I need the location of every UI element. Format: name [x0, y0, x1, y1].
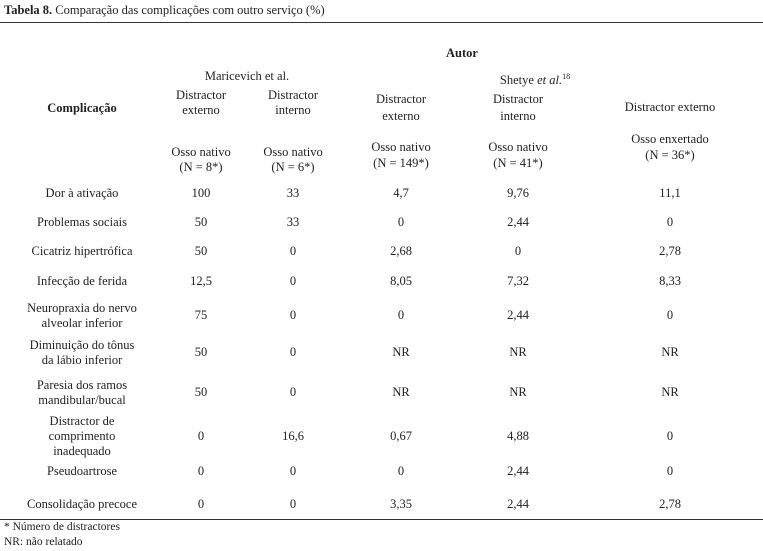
- shetye-name: Shetye: [499, 73, 538, 88]
- col-header-device: Distractor externo: [624, 100, 716, 114]
- shetye-etal: et al.: [537, 73, 563, 88]
- table-cell: NR: [392, 385, 410, 399]
- table-cell: NR: [392, 345, 410, 359]
- col-header-device-type: interno: [500, 109, 536, 123]
- table-cell: NR: [509, 345, 527, 359]
- table-cell: 0: [289, 464, 297, 478]
- row-label: Problemas sociais: [37, 215, 127, 229]
- col-header-bone: Osso nativo: [488, 140, 548, 154]
- table-cell: 33: [286, 215, 300, 229]
- table-cell: 7,32: [507, 274, 529, 288]
- row-label: Diminuição do tônus: [29, 337, 135, 352]
- table-cell: 4,88: [507, 429, 529, 443]
- col-header-device: Distractor: [376, 92, 426, 106]
- table-cell: 33: [286, 186, 300, 200]
- table-cell: 0: [289, 385, 297, 399]
- row-label: mandibular/bucal: [38, 392, 126, 407]
- table-caption: [4, 3, 325, 18]
- table-cell: 50: [194, 244, 208, 258]
- footnote-distractors: * Número de distractores: [4, 521, 120, 533]
- table-cell: 8,05: [390, 274, 412, 288]
- table-cell: 50: [194, 345, 208, 359]
- header-group-maricevich: Maricevich et al.: [204, 69, 290, 83]
- row-label: Infecção de ferida: [36, 274, 128, 288]
- table-cell: 0: [197, 429, 205, 443]
- table-cell: 2,78: [659, 497, 681, 511]
- col-header-device: Distractor: [493, 92, 543, 106]
- table-cell: 0: [397, 215, 405, 229]
- col-header-n: (N = 36*): [645, 148, 695, 162]
- table-cell: 0: [289, 274, 297, 288]
- col-header-device: Distractor: [268, 88, 318, 102]
- row-label: comprimento: [48, 429, 116, 443]
- row-label: Cicatriz hipertrófica: [31, 244, 133, 258]
- table-cell: 0: [666, 464, 674, 478]
- row-label: Distractor de: [49, 414, 115, 428]
- top-rule: [0, 22, 763, 23]
- table-cell: 75: [194, 308, 208, 322]
- col-header-bone: Osso nativo: [371, 140, 431, 154]
- table-cell: 0: [289, 497, 297, 511]
- table-cell: 0: [197, 497, 205, 511]
- table-cell: 100: [191, 186, 211, 200]
- table-cell: 0: [514, 244, 522, 258]
- table-cell: 50: [194, 385, 208, 399]
- row-label: inadequado: [53, 444, 111, 458]
- table-cell: 2,44: [507, 215, 529, 229]
- table-cell: 0: [289, 308, 297, 322]
- table-cell: NR: [661, 345, 679, 359]
- table-cell: 0,67: [390, 429, 412, 443]
- table-cell: 0: [666, 215, 674, 229]
- row-label: da lábio inferior: [41, 352, 123, 367]
- table-cell: 3,35: [390, 497, 412, 511]
- table-cell: 9,76: [507, 186, 529, 200]
- col-header-bone: Osso nativo: [263, 145, 323, 159]
- table-cell: 50: [194, 215, 208, 229]
- header-group-shetye: [470, 69, 600, 88]
- col-header-device-type: externo: [382, 109, 420, 123]
- table-cell: 12,5: [190, 274, 212, 288]
- table-cell: 16,6: [282, 429, 304, 443]
- table-cell: 0: [289, 244, 297, 258]
- bottom-rule: [0, 519, 763, 520]
- table-cell: 0: [397, 308, 405, 322]
- table-cell: 8,33: [659, 274, 681, 288]
- caption-label: Tabela 8.: [4, 3, 53, 17]
- col-header-device-type: externo: [182, 103, 220, 117]
- table-cell: 0: [397, 464, 405, 478]
- shetye-ref: 18: [562, 72, 571, 81]
- col-header-n: (N = 149*): [373, 156, 429, 170]
- row-label: Neuropraxia do nervo: [27, 300, 137, 315]
- col-header-device-type: interno: [275, 103, 311, 117]
- row-label: Dor à ativação: [45, 186, 119, 200]
- col-header-n: (N = 41*): [493, 156, 543, 170]
- row-label: Pseudoartrose: [46, 464, 118, 478]
- table-cell: 0: [666, 308, 674, 322]
- table-cell: 0: [197, 464, 205, 478]
- table-cell: 2,78: [659, 244, 681, 258]
- table-cell: 11,1: [659, 186, 681, 200]
- table-cell: 0: [289, 345, 297, 359]
- row-label: Consolidação precoce: [26, 497, 138, 511]
- table-cell: NR: [661, 385, 679, 399]
- table-cell: 0: [666, 429, 674, 443]
- col-header-bone: Osso nativo: [171, 145, 231, 159]
- table-cell: 2,44: [507, 497, 529, 511]
- table-cell: 2,44: [507, 308, 529, 322]
- footnote-nr: NR: não relatado: [4, 536, 83, 548]
- table-cell: 2,44: [507, 464, 529, 478]
- header-complicacao: Complicação: [47, 101, 117, 115]
- row-label: alveolar inferior: [41, 315, 123, 330]
- col-header-device: Distractor: [176, 88, 226, 102]
- col-header-n: (N = 8*): [179, 160, 223, 174]
- header-autor: Autor: [446, 46, 478, 60]
- table-cell: 4,7: [393, 186, 409, 200]
- col-header-n: (N = 6*): [271, 160, 315, 174]
- table-cell: 2,68: [390, 244, 412, 258]
- caption-text: Comparação das complicações com outro serviço (%): [55, 3, 325, 17]
- row-label: Paresia dos ramos: [36, 377, 128, 392]
- table-cell: NR: [509, 385, 527, 399]
- col-header-bone: Osso enxertado: [631, 132, 709, 146]
